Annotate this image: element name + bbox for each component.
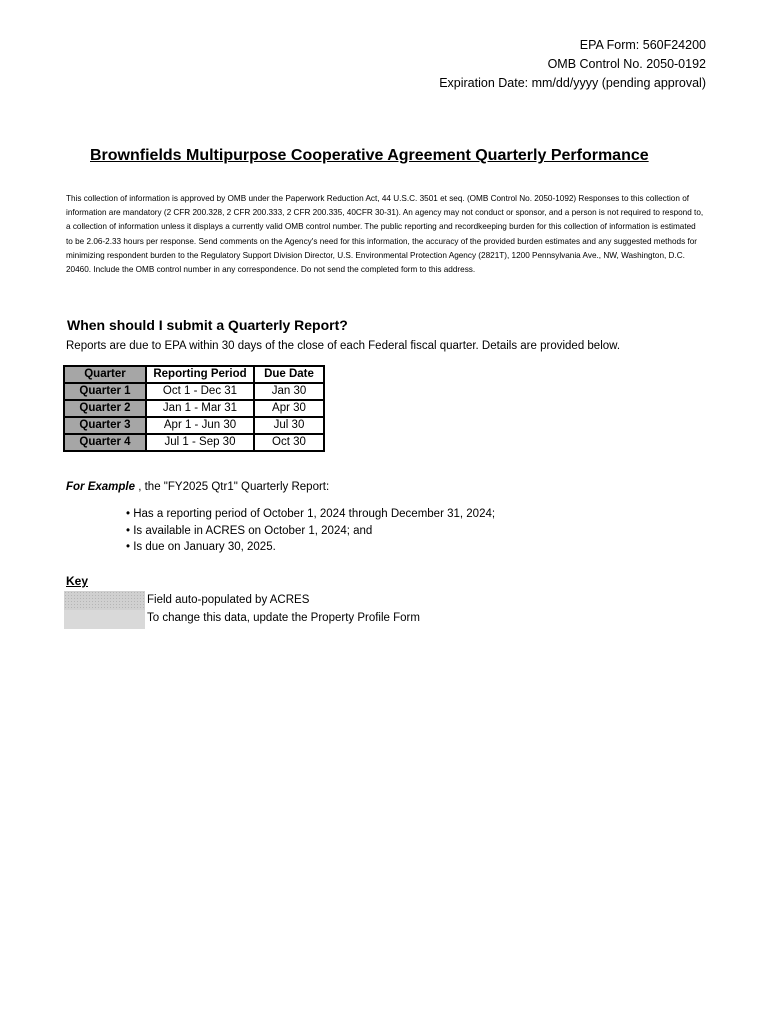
page-title: Brownfields Multipurpose Cooperative Agreement Quarterly Performance [90, 147, 649, 164]
list-item: • Is due on January 30, 2025. [126, 541, 276, 553]
quarter-schedule-table [63, 365, 325, 452]
due-cell: Jan 30 [254, 383, 324, 400]
key-entry-property-profile: To change this data, update the Property Profile Form [147, 612, 420, 624]
header-reporting-period: Reporting Period [146, 366, 254, 383]
key-swatch-property-profile [64, 610, 145, 629]
omb-control-number: OMB Control No. 2050-0192 [547, 57, 706, 71]
quarter-cell: Quarter 4 [64, 434, 146, 451]
quarter-cell: Quarter 3 [64, 417, 146, 434]
submission-heading: When should I submit a Quarterly Report? [67, 317, 348, 333]
form-number: EPA Form: 560F24200 [579, 38, 706, 52]
table-header-row [64, 366, 324, 383]
quarter-cell: Quarter 1 [64, 383, 146, 400]
key-heading: Key [66, 574, 89, 588]
example-intro [66, 481, 329, 493]
period-cell: Jul 1 - Sep 30 [146, 434, 254, 451]
submission-description: Reports are due to EPA within 30 days of the close of each Federal fiscal quarter. Details are provided below. [66, 340, 621, 352]
list-item: • Is available in ACRES on October 1, 2024; and [126, 524, 373, 537]
key-entry-auto-populated: Field auto-populated by ACRES [147, 594, 310, 606]
example-intro-text: , the "FY2025 Qtr1" Quarterly Report: [135, 481, 330, 493]
table-row [64, 400, 324, 417]
key-swatch-auto-populated [64, 591, 145, 610]
example-lead: For Example [66, 481, 136, 493]
list-item: • Has a reporting period of October 1, 2024 through December 31, 2024; [126, 508, 496, 520]
example-list [126, 506, 495, 556]
burden-statement: This collection of information is approved by OMB under the Paperwork Reduction Act, 44 U.S.C. 3501 et seq. (OMB Control No. 2050-1092) Responses to this collection of information are mandatory (2 CFR 200.328, 2 CFR 200.333, 2 CFR 200.335, 40CFR 30-31). An agency may not conduct or sponsor, and a person is not required to respond to, a collection of information unless it displays a currently valid OMB control number. The public reporting and recordkeeping burden for this collection of information is estimated to be 2.06-2.33 hours per response. Send comments on the Agency's need for this information, the accuracy of the provided burden estimates and any suggested methods for minimizing respondent burden to the Regulatory Support Division Director, U.S. Environmental Protection Agency (2821T), 1200 Pennsylvania Ave., NW, Washington, D.C. 20460. Include the OMB control number in any correspondence. Do not send the completed form to this address. [66, 194, 704, 275]
due-cell: Oct 30 [254, 434, 324, 451]
due-cell: Apr 30 [254, 400, 324, 417]
header-due-date: Due Date [254, 366, 324, 383]
table-row [64, 383, 324, 400]
quarter-cell: Quarter 2 [64, 400, 146, 417]
table-row [64, 417, 324, 434]
table-row [64, 434, 324, 451]
period-cell: Oct 1 - Dec 31 [146, 383, 254, 400]
form-header [439, 36, 706, 93]
period-cell: Apr 1 - Jun 30 [146, 417, 254, 434]
expiration-date: Expiration Date: mm/dd/yyyy (pending approval) [439, 76, 706, 90]
period-cell: Jan 1 - Mar 31 [146, 400, 254, 417]
due-cell: Jul 30 [254, 417, 324, 434]
header-quarter: Quarter [64, 366, 146, 383]
